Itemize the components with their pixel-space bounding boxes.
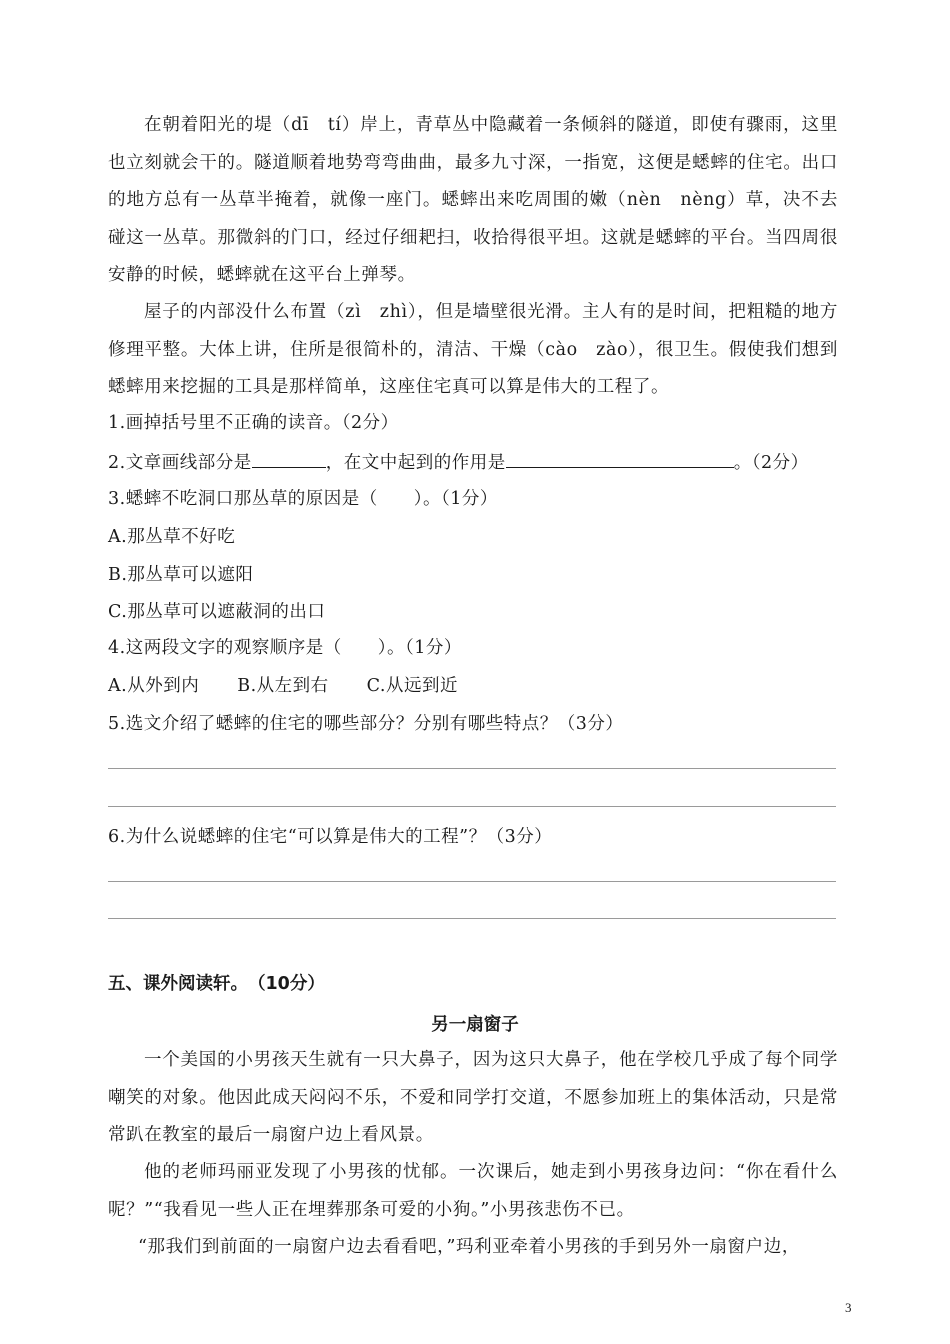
question-4: 4.这两段文字的观察顺序是（ ）。（1分）	[108, 638, 462, 658]
question-1: 1.画掉括号里不正确的读音。（2分）	[108, 413, 399, 433]
question-4-option-c: C.从远到近	[366, 676, 458, 696]
question-2-part-b: ，在文中起到的作用是	[325, 453, 506, 473]
question-6: 6.为什么说蟋蟀的住宅“可以算是伟大的工程”？（3分）	[108, 827, 553, 847]
passage-paragraph-2: 屋子的内部没什么布置（zì zhì），但是墙壁很光滑。主人有的是时间，把粗糙的地方修理平整。大体上讲，住所是很简朴的，清洁、干燥（cào zào），很卫生。假使我们想到蟋蟀用来挖掘的工具是那样简单，这座住宅真可以算是伟大的工程了。	[108, 302, 838, 397]
section-5-heading: 五、课外阅读轩。 （10分）	[108, 974, 325, 994]
question-5: 5.选文介绍了蟋蟀的住宅的哪些部分？分别有哪些特点？（3分）	[108, 714, 624, 734]
answer-blank-2b[interactable]	[506, 449, 734, 468]
question-2-part-c: 。（2分）	[733, 453, 809, 473]
question-4-option-a: A.从外到内	[108, 676, 200, 696]
answer-line-6a[interactable]	[108, 881, 836, 882]
question-3-option-a: A.那丛草不好吃	[108, 527, 236, 547]
question-3-option-c: C.那丛草可以遮蔽洞的出口	[108, 602, 326, 622]
answer-line-5a[interactable]	[108, 768, 836, 769]
story-paragraph-1: 一个美国的小男孩天生就有一只大鼻子，因为这只大鼻子，他在学校几乎成了每个同学嘲笑的对象。他因此成天闷闷不乐，不爱和同学打交道，不愿参加班上的集体活动，只是常常趴在教室的最后一扇窗户边上看风景。	[108, 1050, 838, 1145]
question-4-options	[108, 674, 848, 698]
story-title: 另一扇窗子	[431, 1015, 519, 1035]
question-3-option-b: B.那丛草可以遮阳	[108, 565, 254, 585]
question-3: 3.蟋蟀不吃洞口那丛草的原因是（ ）。（1分）	[108, 489, 498, 509]
answer-blank-2a[interactable]	[252, 449, 326, 468]
question-4-option-b: B.从左到右	[237, 676, 329, 696]
passage-paragraph-1: 在朝着阳光的堤（dī tí）岸上，青草丛中隐藏着一条倾斜的隧道，即使有骤雨，这里也立刻就会干的。隧道顺着地势弯弯曲曲，最多九寸深，一指宽，这便是蟋蟀的住宅。出口的地方总有一丛草半掩着，就像一座门。蟋蟀出来吃周围的嫩（nèn nèng）草，决不去碰这一丛草。那微斜的门口，经过仔细耙扫，收拾得很平坦。这就是蟋蟀的平台。当四周很安静的时候，蟋蟀就在这平台上弹琴。	[108, 115, 838, 285]
question-2	[108, 449, 848, 475]
story-paragraph-3: “那我们到前面的一扇窗户边去看看吧，”玛利亚牵着小男孩的手到另外一扇窗户边，	[138, 1237, 800, 1257]
story-paragraph-2: 他的老师玛丽亚发现了小男孩的忧郁。一次课后，她走到小男孩身边问：“你在看什么呢？”“我看见一些人正在埋葬那条可爱的小狗。”小男孩悲伤不已。	[108, 1162, 838, 1220]
question-2-part-a: 2.文章画线部分是	[108, 453, 252, 473]
answer-line-6b[interactable]	[108, 918, 836, 919]
answer-line-5b[interactable]	[108, 806, 836, 807]
page-number: 3	[845, 1300, 852, 1315]
